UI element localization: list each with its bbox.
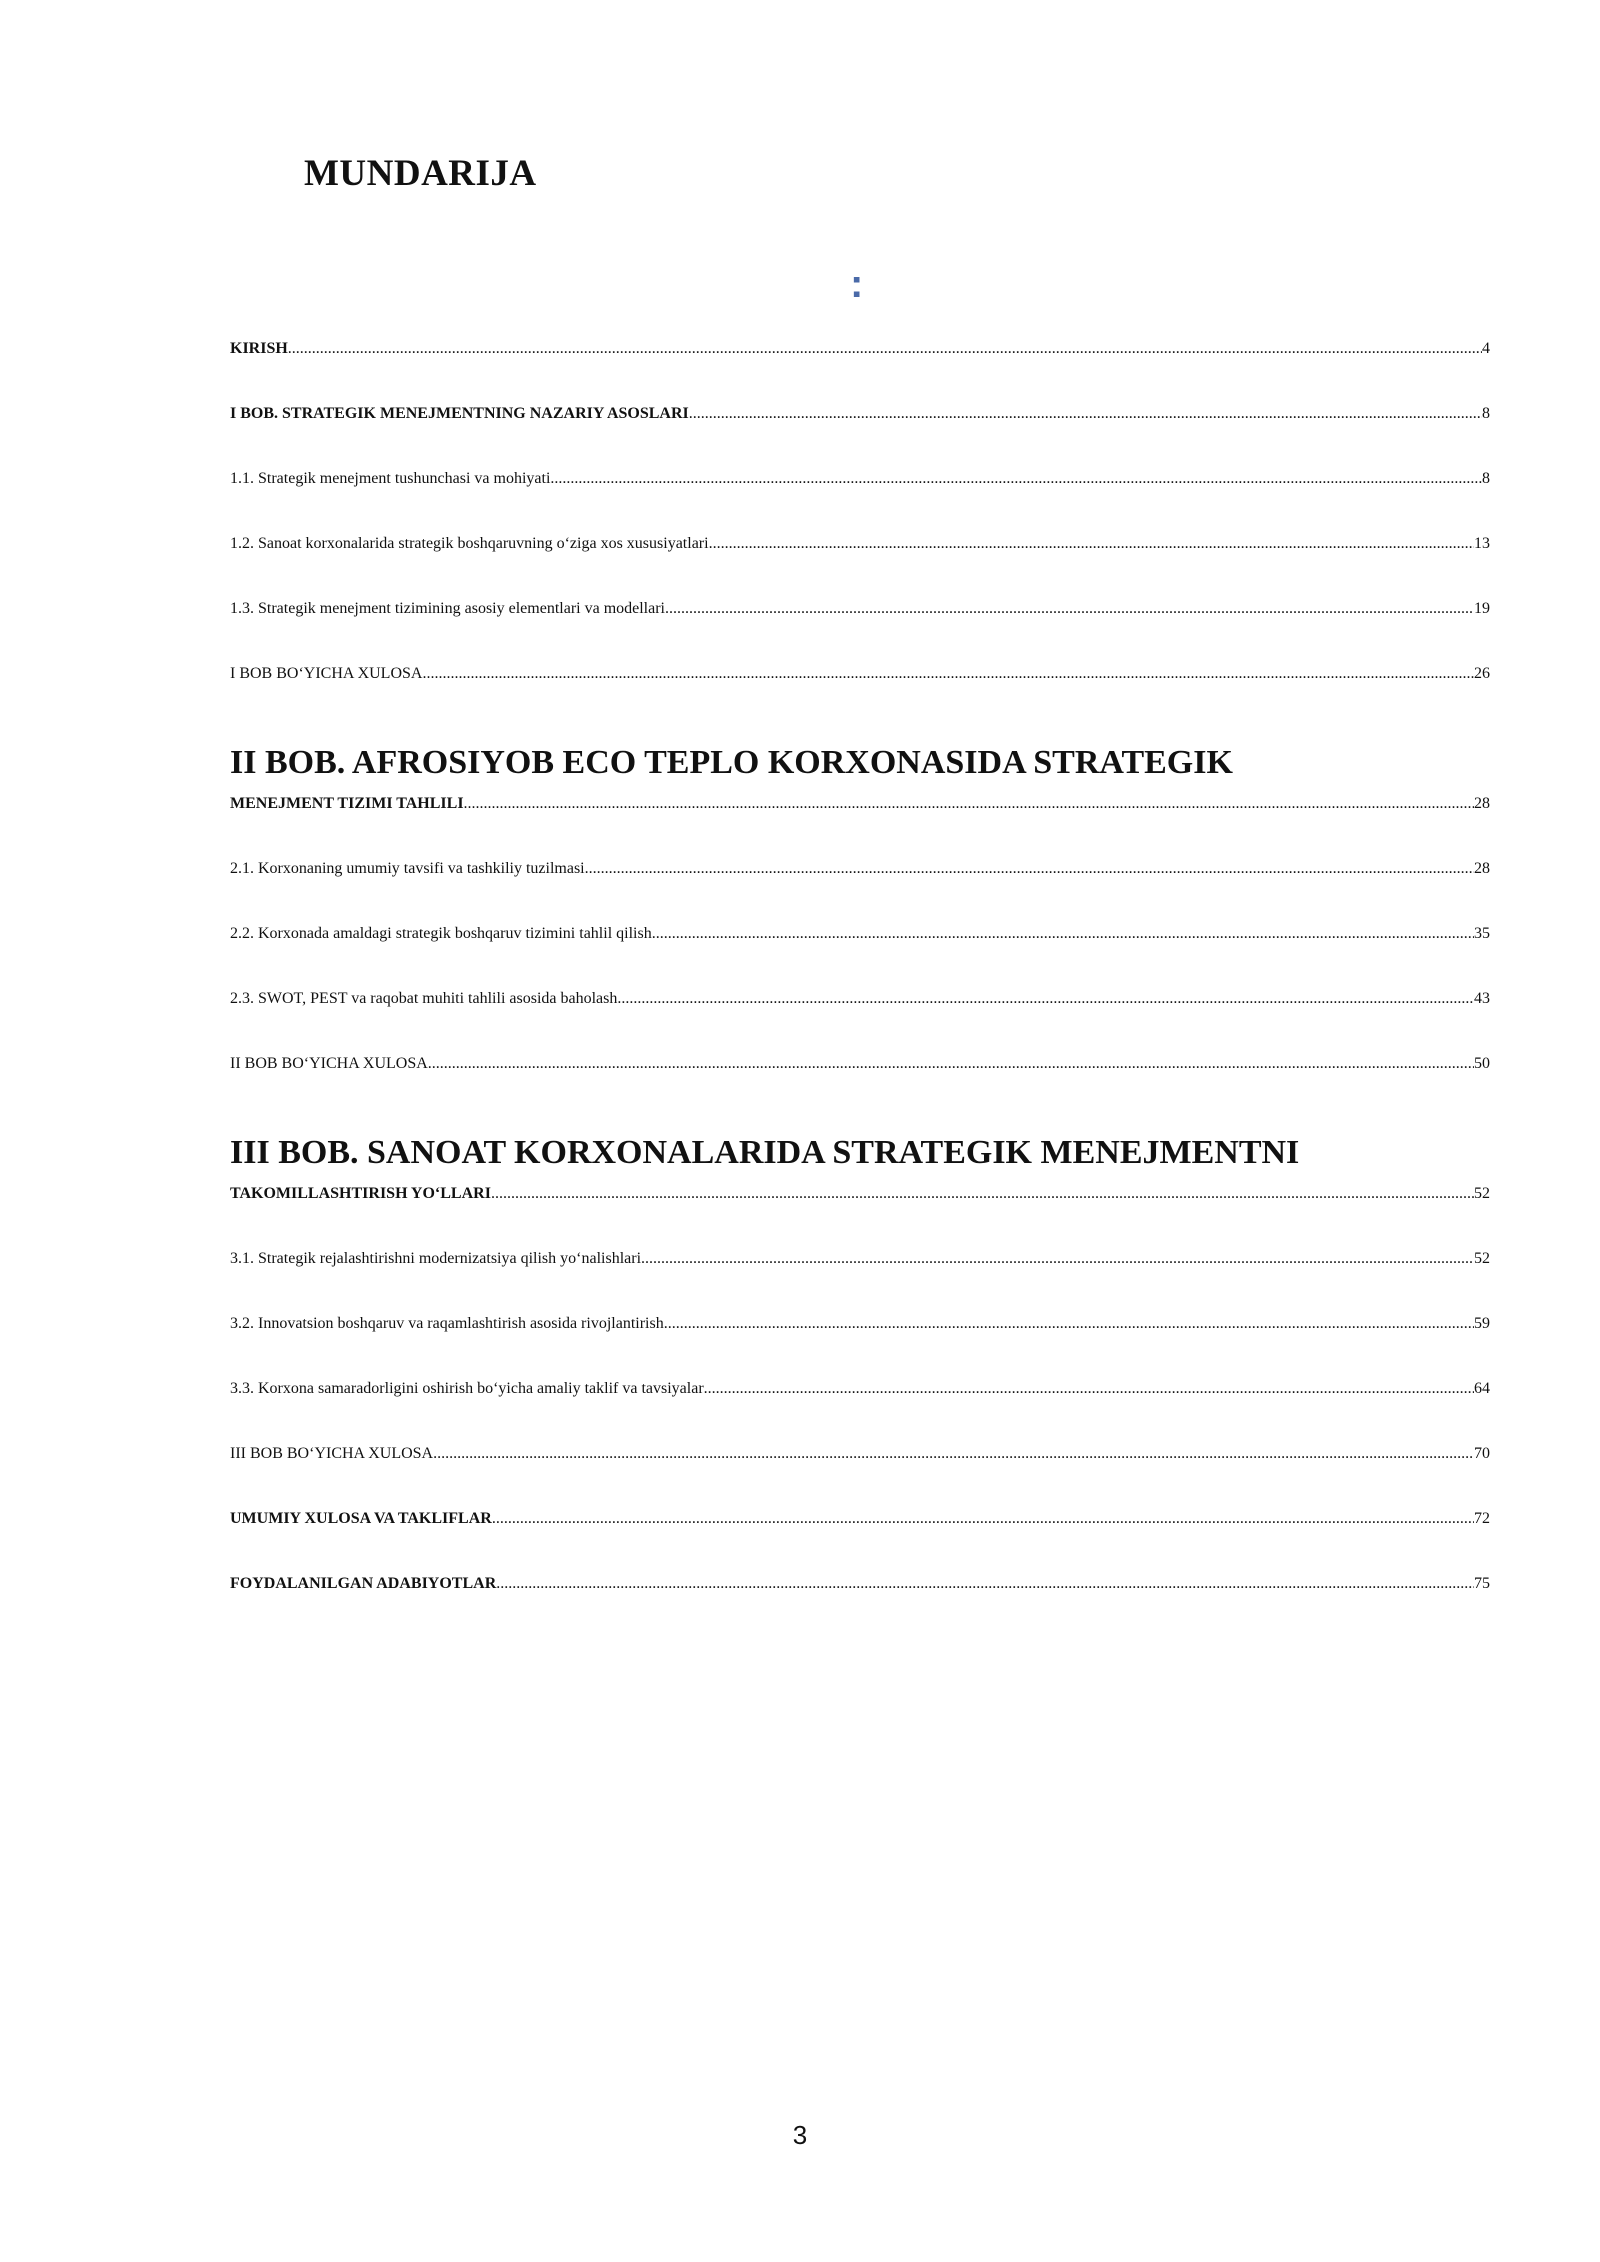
table-of-contents — [230, 340, 1490, 1640]
toc-entry-title: TAKOMILLASHTIRISH YO‘LLARI — [230, 1185, 491, 1202]
toc-entry-page: 8 — [1482, 405, 1490, 422]
toc-dot-leader — [641, 1250, 1474, 1268]
toc-entry-section-1-2[interactable] — [230, 535, 1490, 600]
toc-entry-chapter-1-conclusion[interactable] — [230, 665, 1490, 730]
toc-entry-general-conclusion[interactable] — [230, 1510, 1490, 1575]
page-number: 3 — [792, 2120, 808, 2150]
toc-entry-page: 35 — [1474, 925, 1490, 942]
page-title: MUNDARIJA — [304, 153, 537, 194]
toc-dot-leader — [433, 1445, 1474, 1463]
toc-entry-page: 28 — [1474, 860, 1490, 877]
toc-entry-page: 52 — [1474, 1185, 1490, 1202]
toc-dot-leader — [464, 795, 1474, 813]
toc-entry-page: 19 — [1474, 600, 1490, 617]
toc-entry-section-1-3[interactable] — [230, 600, 1490, 665]
toc-entry-chapter-2-conclusion[interactable] — [230, 1055, 1490, 1120]
toc-dot-leader — [428, 1055, 1474, 1073]
toc-entry-page: 59 — [1474, 1315, 1490, 1332]
toc-dot-leader — [422, 665, 1474, 683]
toc-entry-section-2-1[interactable] — [230, 860, 1490, 925]
toc-entry-chapter-3[interactable] — [230, 1185, 1490, 1250]
toc-entry-title: I BOB BO‘YICHA XULOSA — [230, 665, 423, 682]
toc-entry-title: I BOB. STRATEGIK MENEJMENTNING NAZARIY ASOSLARI — [230, 405, 689, 422]
toc-entry-title: KIRISH — [230, 340, 288, 357]
toc-entry-title: 2.1. Korxonaning umumiy tavsifi va tashkiliy tuzilmasi — [230, 860, 585, 877]
toc-dot-leader — [496, 1575, 1474, 1593]
toc-entry-title: FOYDALANILGAN ADABIYOTLAR — [230, 1575, 497, 1592]
toc-entry-title: MENEJMENT TIZIMI TAHLILI — [230, 795, 464, 812]
toc-entry-page: 43 — [1474, 990, 1490, 1007]
toc-dot-leader — [704, 1380, 1474, 1398]
toc-entry-page: 13 — [1474, 535, 1490, 552]
toc-dot-leader — [492, 1510, 1474, 1528]
toc-entry-title: 3.2. Innovatsion boshqaruv va raqamlashtirish asosida rivojlantirish — [230, 1315, 664, 1332]
toc-dot-leader — [664, 1315, 1474, 1333]
toc-dot-leader — [288, 340, 1482, 358]
separator-mark: : — [850, 262, 864, 306]
toc-entry-section-3-3[interactable] — [230, 1380, 1490, 1445]
toc-dot-leader — [652, 925, 1474, 943]
toc-entry-page: 26 — [1474, 665, 1490, 682]
toc-dot-leader — [550, 470, 1482, 488]
toc-entry-chapter-2-line1[interactable]: II BOB. AFROSIYOB ECO TEPLO KORXONASIDA STRATEGIK — [230, 744, 1233, 781]
toc-entry-section-1-1[interactable] — [230, 470, 1490, 535]
toc-entry-title: 2.3. SWOT, PEST va raqobat muhiti tahlili asosida baholash — [230, 990, 618, 1007]
toc-entry-section-3-1[interactable] — [230, 1250, 1490, 1315]
toc-entry-page: 70 — [1474, 1445, 1490, 1462]
toc-entry-page: 64 — [1474, 1380, 1490, 1397]
toc-entry-title: III BOB BO‘YICHA XULOSA — [230, 1445, 434, 1462]
toc-entry-chapter-2[interactable] — [230, 795, 1490, 860]
toc-dot-leader — [491, 1185, 1474, 1203]
toc-entry-page: 52 — [1474, 1250, 1490, 1267]
toc-entry-introduction[interactable] — [230, 340, 1490, 405]
toc-entry-title: 3.3. Korxona samaradorligini oshirish bo‘yicha amaliy taklif va tavsiyalar — [230, 1380, 704, 1397]
toc-dot-leader — [665, 600, 1474, 618]
toc-entry-title: UMUMIY XULOSA VA TAKLIFLAR — [230, 1510, 492, 1527]
toc-entry-title: 1.2. Sanoat korxonalarida strategik boshqaruvning o‘ziga xos xususiyatlari. — [230, 535, 713, 552]
toc-entry-page: 4 — [1482, 340, 1490, 357]
toc-entry-chapter-3-conclusion[interactable] — [230, 1445, 1490, 1510]
toc-entry-references[interactable] — [230, 1575, 1490, 1640]
toc-entry-page: 8 — [1482, 470, 1490, 487]
toc-entry-page: 28 — [1474, 795, 1490, 812]
toc-entry-title: 3.1. Strategik rejalashtirishni modernizatsiya qilish yo‘nalishlari — [230, 1250, 642, 1267]
toc-dot-leader — [617, 990, 1474, 1008]
toc-entry-chapter-3-line1[interactable]: III BOB. SANOAT KORXONALARIDA STRATEGIK MENEJMENTNI — [230, 1134, 1300, 1171]
toc-entry-title: 1.1. Strategik menejment tushunchasi va mohiyati — [230, 470, 551, 487]
toc-entry-section-2-3[interactable] — [230, 990, 1490, 1055]
toc-entry-section-2-2[interactable] — [230, 925, 1490, 990]
toc-dot-leader — [689, 405, 1482, 423]
toc-entry-chapter-1[interactable] — [230, 405, 1490, 470]
toc-dot-leader — [585, 860, 1474, 878]
toc-entry-page: 72 — [1474, 1510, 1490, 1527]
toc-entry-title: II BOB BO‘YICHA XULOSA — [230, 1055, 428, 1072]
toc-entry-title: 1.3. Strategik menejment tizimining asosiy elementlari va modellari — [230, 600, 665, 617]
toc-dot-leader — [713, 535, 1474, 553]
toc-entry-section-3-2[interactable] — [230, 1315, 1490, 1380]
toc-entry-page: 75 — [1474, 1575, 1490, 1592]
toc-entry-page: 50 — [1474, 1055, 1490, 1072]
toc-entry-title: 2.2. Korxonada amaldagi strategik boshqaruv tizimini tahlil qilish — [230, 925, 652, 942]
